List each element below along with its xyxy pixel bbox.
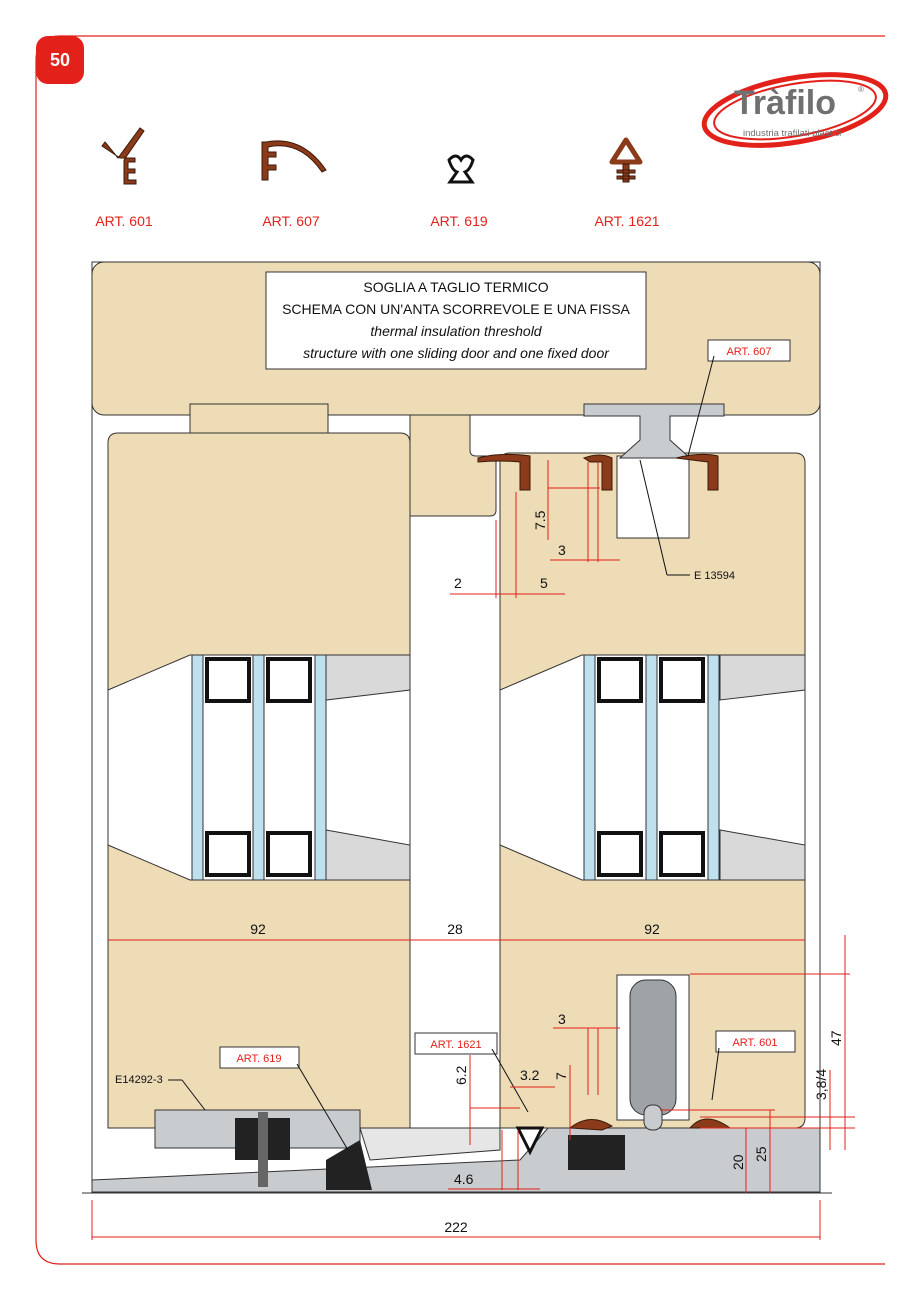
callout-art601: ART. 601 <box>732 1037 778 1049</box>
profile-e13594 <box>584 404 724 458</box>
dim-2: 2 <box>454 575 462 591</box>
logo-tagline: industria trafilati plastici <box>743 128 842 139</box>
dim-3-top: 3 <box>558 542 566 558</box>
dim-6-2: 6.2 <box>453 1065 469 1085</box>
article-label-601: ART. 601 <box>95 213 153 229</box>
title-line-3: thermal insulation threshold <box>370 323 542 339</box>
title-line-1: SOGLIA A TAGLIO TERMICO <box>363 279 549 295</box>
dim-28: 28 <box>447 921 463 937</box>
seal-607-icon <box>262 141 326 180</box>
seal-1621-icon <box>612 140 640 182</box>
seal-601-icon <box>102 128 144 184</box>
dim-3-8-4: 3,8/4 <box>813 1068 829 1100</box>
callout-art619: ART. 619 <box>236 1053 282 1065</box>
logo-registered: ® <box>858 85 864 94</box>
callout-e13594: E 13594 <box>694 570 735 582</box>
dim-20: 20 <box>730 1154 746 1170</box>
callout-art607: ART. 607 <box>726 346 772 358</box>
callout-art1621: ART. 1621 <box>430 1039 482 1051</box>
title-line-2: SCHEMA CON UN'ANTA SCORREVOLE E UNA FISSA <box>282 301 630 317</box>
title-line-4: structure with one sliding door and one fixed door <box>303 345 609 361</box>
head-mullion <box>410 415 496 516</box>
seal-619-icon <box>449 156 473 182</box>
dim-7-5: 7.5 <box>532 510 548 530</box>
article-label-607: ART. 607 <box>262 213 320 229</box>
dim-3-2: 3.2 <box>520 1067 540 1083</box>
dim-222: 222 <box>444 1219 468 1235</box>
dim-3-bottom: 3 <box>558 1011 566 1027</box>
page-number: 50 <box>49 50 71 70</box>
dim-92-left: 92 <box>250 921 266 937</box>
dim-47: 47 <box>828 1030 844 1046</box>
sill-insulation <box>360 1128 500 1160</box>
dim-7: 7 <box>553 1072 569 1080</box>
dim-92-right: 92 <box>644 921 660 937</box>
callout-e14292-3: E14292-3 <box>115 1074 163 1086</box>
dim-4-6: 4.6 <box>454 1171 474 1187</box>
dim-25: 25 <box>753 1146 769 1162</box>
logo-name: Tràfilo <box>734 84 837 122</box>
article-label-1621: ART. 1621 <box>594 213 660 229</box>
trafilo-logo <box>699 63 891 158</box>
dim-5: 5 <box>540 575 548 591</box>
article-label-619: ART. 619 <box>430 213 488 229</box>
